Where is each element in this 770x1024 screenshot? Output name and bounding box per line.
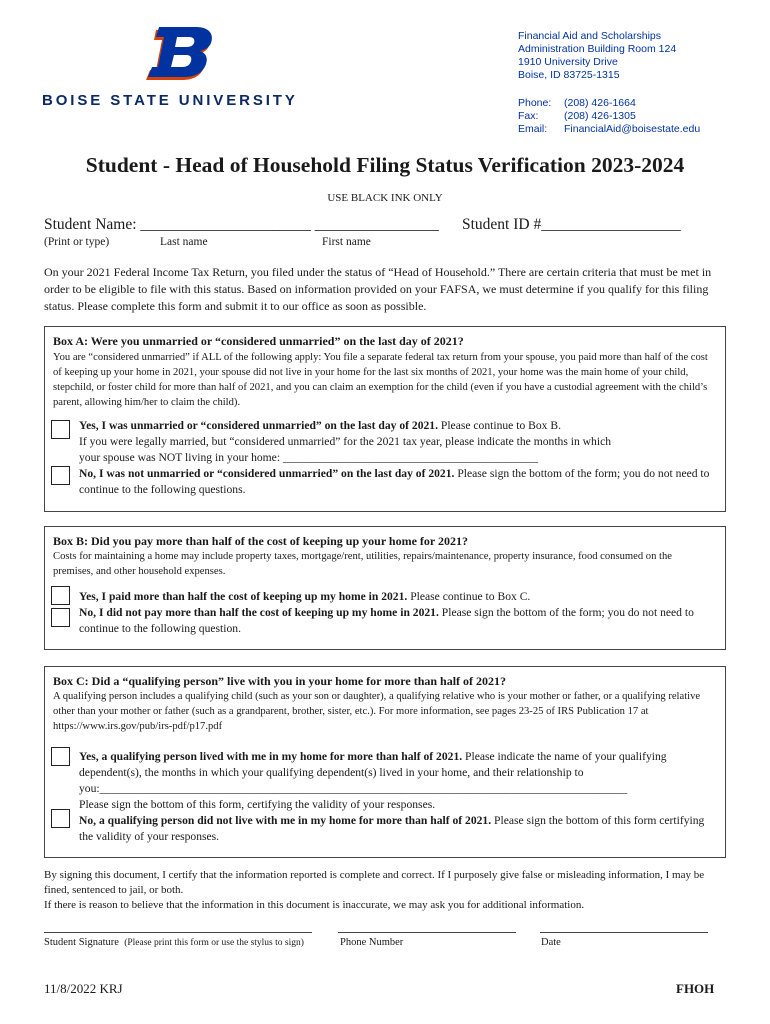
certification-line1: By signing this document, I certify that the information reported is complete and correct. If I purposely give false or misleading information, I may be fined, sentenced to jail, or both.: [44, 869, 705, 896]
box-c-yes-sign-note: Please sign the bottom of this form, certifying the validity of your responses.: [79, 798, 436, 811]
box-c: [44, 666, 726, 858]
box-b: [44, 526, 726, 650]
print-or-type-label: (Print or type): [44, 236, 110, 248]
box-c-no-rest: Please sign the bottom of this form certifying the validity of your responses.: [79, 814, 705, 843]
box-c-yes-rest[interactable]: Please indicate the name of your qualifying dependent(s), the months in which your qualifying dependent(s) lived in your home, and their relationship to you:___________________________________________________________________________________________: [79, 750, 667, 795]
box-b-no-checkbox[interactable]: [51, 608, 70, 627]
footer-revision: 11/8/2022 KRJ: [44, 981, 123, 996]
box-c-no-option: [79, 813, 715, 845]
student-signature-line[interactable]: [44, 932, 312, 933]
office-address: [518, 30, 700, 136]
box-c-description: A qualifying person includes a qualifying child (such as your son or daughter), a qualifying relative who is your mother or father, or a qualifying relative other than your mother or father (such as a grandparent, brother, sister, etc.). For more information, see pages 23-25 of IRS Publication 17 at https://www.irs.gov/pub/irs-pdf/p17.pdf: [53, 691, 701, 732]
box-c-no-checkbox[interactable]: [51, 809, 70, 828]
date-line[interactable]: [540, 932, 708, 933]
box-a-no-bold: No, I was not unmarried or “considered unmarried” on the last day of 2021.: [79, 467, 455, 480]
office-line: Administration Building Room 124: [518, 43, 677, 55]
box-a-months-field[interactable]: your spouse was NOT living in your home: ____________________________________________: [79, 451, 539, 464]
contact-label: Fax:: [518, 110, 539, 122]
box-b-yes-checkbox[interactable]: [51, 586, 70, 605]
box-c-title: Box C: Did a “qualifying person” live with you in your home for more than half of 2021?: [53, 674, 507, 688]
contact-label: Phone:: [518, 97, 552, 109]
box-a-no-option: [79, 466, 715, 498]
box-c-no-bold: No, a qualifying person did not live with me in my home for more than half of 2021.: [79, 814, 492, 827]
office-line: 1910 University Drive: [518, 56, 618, 68]
student-id-field[interactable]: Student ID #__________________: [462, 216, 681, 233]
box-a-yes-option: [79, 418, 715, 466]
email-link[interactable]: FinancialAid@boisestate.edu: [564, 123, 701, 135]
university-name: BOISE STATE UNIVERSITY: [42, 92, 298, 109]
office-line: Financial Aid and Scholarships: [518, 30, 662, 42]
fax-value: (208) 426-1305: [564, 110, 636, 122]
b-logo-icon: [144, 26, 214, 82]
box-a-description: You are “considered unmarried” if ALL of the following apply: You file a separate federal tax return from your spouse, you paid more than half of the cost of keeping up your home in 2021, your spouse did not live in your home for the last six months of 2021, your home was the main home of your child, stepchild, or foster child for more than half of 2021, and you can claim an exemption for the child (even if you have a custodial agreement with the child’s parent, allowing him/her to claim the child).: [53, 352, 708, 408]
box-b-title: Box B: Did you pay more than half of the cost of keeping up your home for 2021?: [53, 534, 469, 548]
box-b-no-bold: No, I did not pay more than half the cost of keeping up my home in 2021.: [79, 606, 439, 619]
box-b-yes-option: [79, 589, 715, 605]
date-label: Date: [541, 937, 561, 948]
box-b-yes-rest: Please continue to Box C.: [407, 590, 531, 603]
page-title: Student - Head of Household Filing Status Verification 2023-2024: [85, 153, 685, 177]
student-signature-label: [44, 937, 304, 948]
contact-phone: [518, 97, 700, 110]
phone-number-label: Phone Number: [340, 937, 404, 948]
phone-number-line[interactable]: [338, 932, 516, 933]
box-c-yes-bold: Yes, a qualifying person lived with me in my home for more than half of 2021.: [79, 750, 463, 763]
box-a-title: Box A: Were you unmarried or “considered unmarried” on the last day of 2021?: [53, 334, 464, 348]
contact-label: Email:: [518, 123, 548, 135]
box-a-yes-line2: If you were legally married, but “considered unmarried” for the 2021 tax year, please indicate the months in which: [79, 435, 612, 448]
box-a-yes-checkbox[interactable]: [51, 420, 70, 439]
footer-form-code: FHOH: [676, 981, 715, 996]
certification-text: [44, 868, 724, 913]
ink-note: USE BLACK INK ONLY: [327, 192, 443, 204]
box-c-yes-option: [79, 749, 715, 813]
box-b-description: Costs for maintaining a home may include property taxes, mortgage/rent, utilities, repairs/maintenance, property insurance, food consumed on the premises, and other household expenses.: [53, 551, 672, 577]
certification-line2: If there is reason to believe that the information in this document is inaccurate, we may ask you for additional information.: [44, 899, 585, 911]
university-logo: [42, 24, 314, 114]
box-b-no-rest: Please sign the bottom of the form; you do not need to continue to the following question.: [79, 606, 694, 635]
student-name-field[interactable]: Student Name: ______________________ ________________: [44, 216, 439, 233]
box-b-no-option: [79, 605, 715, 637]
last-name-label: Last name: [160, 236, 208, 248]
box-a-no-checkbox[interactable]: [51, 466, 70, 485]
box-c-yes-checkbox[interactable]: [51, 747, 70, 766]
signature-note: (Please print this form or use the stylus to sign): [124, 938, 304, 948]
intro-paragraph: On your 2021 Federal Income Tax Return, you filed under the status of “Head of Household.” There are certain criteria that must be met in order to be eligible to file with this status. Based on information provided on your FAFSA, we must determine if you qualify for this filing status. Please complete this form and submit it to our office as soon as possible.: [44, 265, 712, 313]
box-a-yes-rest: Please continue to Box B.: [437, 419, 561, 432]
box-b-yes-bold: Yes, I paid more than half the cost of keeping up my home in 2021.: [79, 590, 408, 603]
box-a-no-rest: Please sign the bottom of the form; you do not need to continue to the following questions.: [79, 467, 710, 496]
contact-fax: [518, 110, 700, 123]
box-a-yes-bold: Yes, I was unmarried or “considered unmarried” on the last day of 2021.: [79, 419, 438, 432]
contact-email: [518, 123, 700, 136]
box-a: [44, 326, 726, 512]
phone-value: (208) 426-1664: [564, 97, 636, 109]
office-line: Boise, ID 83725-1315: [518, 69, 620, 81]
student-signature-text: Student Signature: [44, 937, 119, 948]
first-name-label: First name: [322, 236, 371, 248]
